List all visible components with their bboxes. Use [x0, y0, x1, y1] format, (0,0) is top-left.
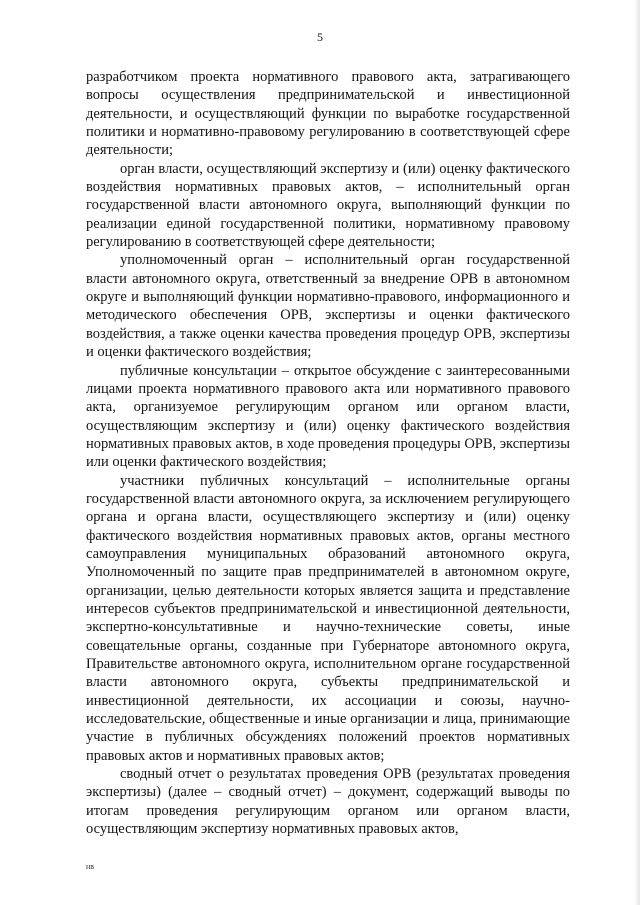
paragraph-1: разработчиком проекта нормативного правового акта, затрагивающего вопросы осуществления предпринимательской и инвестиционной деятельности, и осуществляющий функции по выработке государственной политики и нормативно-правовому регулированию в соответствующей сфере деятельности;	[86, 69, 570, 159]
page-edge-shadow	[634, 0, 640, 905]
paragraph-6: сводный отчет о результатах проведения ОРВ (результатах проведения экспертизы) (далее – сводный отчет) – документ, содержащий выводы по итогам проведения регулирующим органом или органом власти, осуществляющим экспертизу нормативных правовых актов,	[86, 766, 570, 838]
document-body	[86, 68, 570, 838]
paragraph-3: уполномоченный орган – исполнительный орган государственной власти автономного округа, ответственный за внедрение ОРВ в автономном округе и выполняющий функции нормативно-правового, информационного и методического обеспечения ОРВ, экспертизы и оценки фактического воздействия, а также оценки качества проведения процедур ОРВ, экспертизы и оценки фактического воздействия;	[86, 252, 570, 361]
footer-mark: нв	[86, 862, 95, 871]
paragraph-4: публичные консультации – открытое обсуждение с заинтересованными лицами проекта нормативного правового акта или нормативного правового акта, организуемое регулирующим органом или органом власти, осуществляющим экспертизу и (или) оценку фактического воздействия нормативных правовых актов, в ходе проведения процедуры ОРВ, экспертизы или оценки фактического воздействия;	[86, 362, 570, 471]
page-number: 5	[317, 30, 323, 44]
paragraph-2: орган власти, осуществляющий экспертизу и (или) оценку фактического воздействия нормативных правовых актов, – исполнительный орган государственной власти автономного округа, выполняющий функции по реализации единой государственной политики, нормативному правовому регулированию в соответствующей сфере деятельности;	[86, 160, 570, 251]
paragraph-5: участники публичных консультаций – исполнительные органы государственной власти автономного округа, за исключением регулирующего органа и органа власти, осуществляющего экспертизу и (или) оценку фактического воздействия нормативных правовых актов, органы местного самоуправления муниципальных образований автономного округа, Уполномоченный по защите прав предпринимателей в автономном округе, организации, целью деятельности которых является защита и представление интересов субъектов предпринимательской и инвестиционной деятельности, экспертно-консультативные и научно-технические советы, иные совещательные органы, созданные при Губернаторе автономного округа, Правительстве автономного округа, исполнительном органе государственной власти автономного округа, субъекты предпринимательской и инвестиционной деятельности, их ассоциации и союзы, научно-исследовательские, общественные и иные организации и лица, принимающие участие в публичных обсуждениях положений проектов нормативных правовых актов и нормативных правовых актов;	[86, 472, 570, 764]
